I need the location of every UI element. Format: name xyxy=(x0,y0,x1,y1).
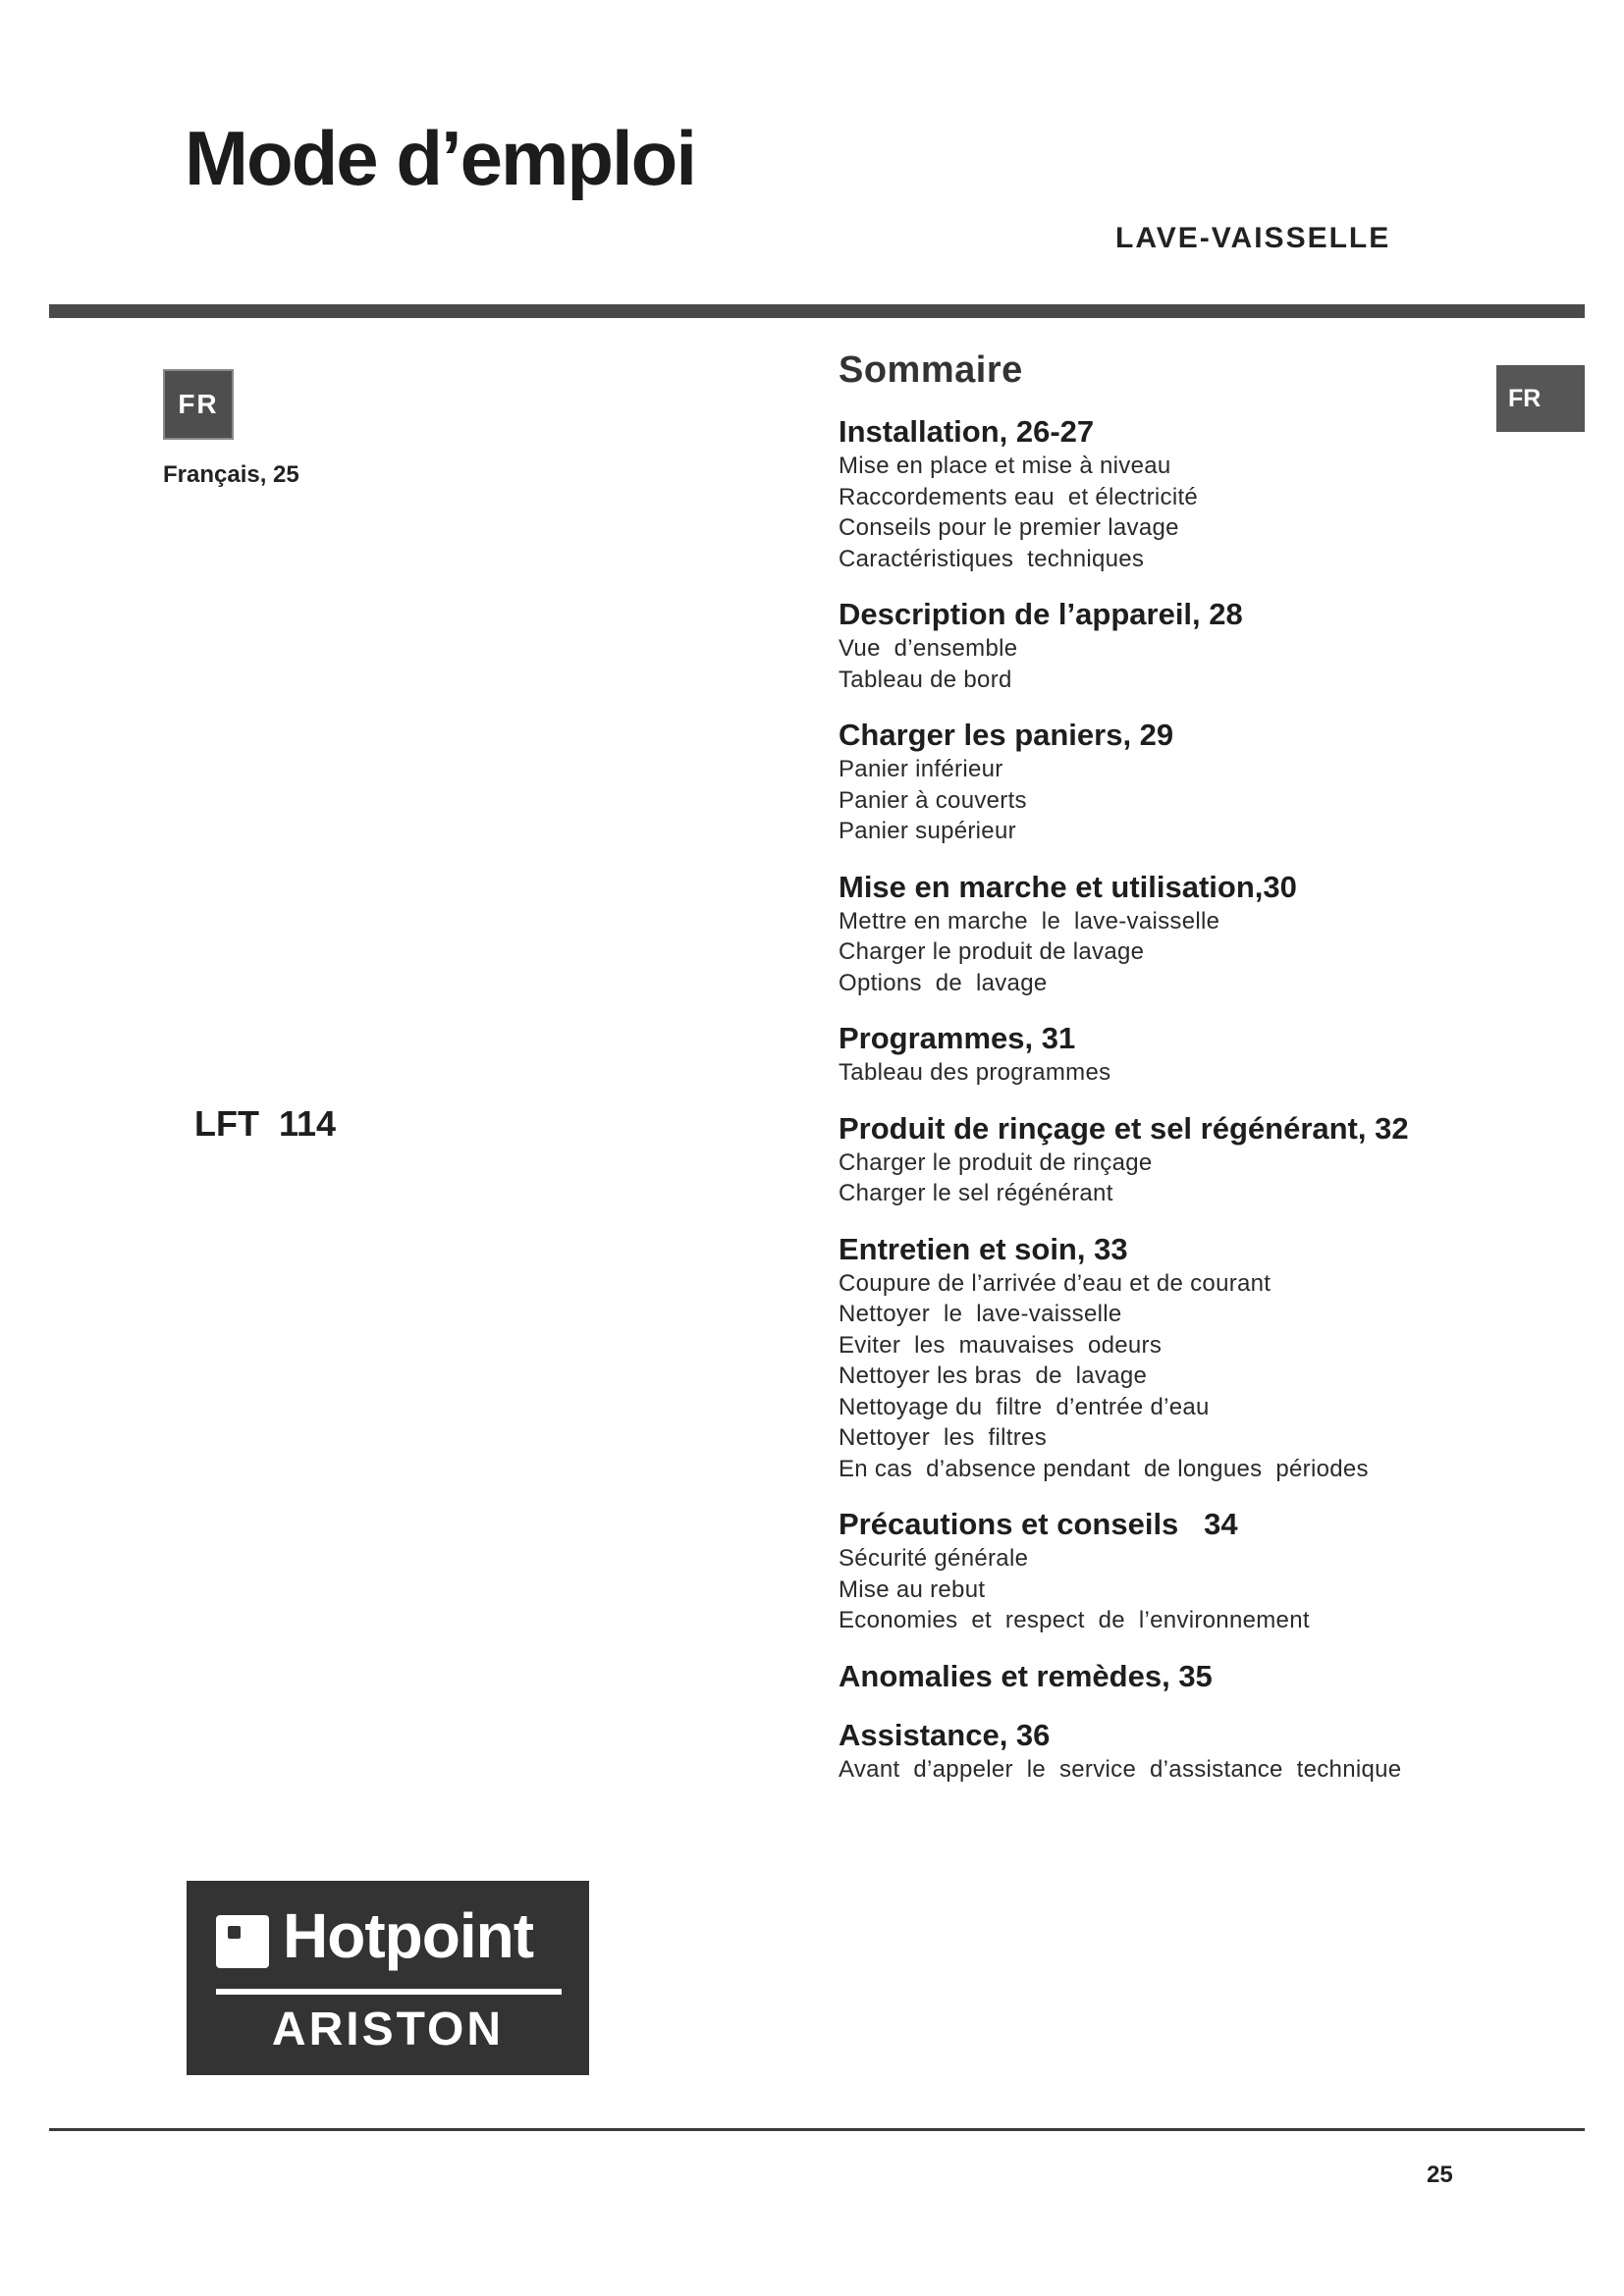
language-page-ref: Français, 25 xyxy=(163,461,299,488)
logo-brand-bottom: ARISTON xyxy=(271,2003,505,2056)
table-of-contents xyxy=(839,349,1516,1806)
logo-divider xyxy=(216,1989,562,1995)
toc-item: Charger le produit de lavage xyxy=(839,938,1145,965)
toc-item: Caractéristiques techniques xyxy=(839,545,1145,572)
toc-section-heading: Programmes, 31 xyxy=(839,1021,1076,1055)
toc-section xyxy=(839,1231,1516,1485)
product-type: LAVE-VAISSELLE xyxy=(1115,222,1391,254)
toc-section xyxy=(839,1506,1516,1636)
top-divider xyxy=(49,304,1585,318)
toc-item: Options de lavage xyxy=(839,969,1048,996)
toc-section-heading: Anomalies et remèdes, 35 xyxy=(839,1658,1213,1693)
toc-item: Sécurité générale xyxy=(839,1545,1029,1572)
toc-item: Panier inférieur xyxy=(839,756,1003,782)
toc-item: Panier à couverts xyxy=(839,786,1027,814)
toc-section-heading: Charger les paniers, 29 xyxy=(839,718,1174,752)
page-title: Mode d’emploi xyxy=(185,115,695,201)
brand-logo xyxy=(187,1881,589,2075)
toc-section-heading: Entretien et soin, 33 xyxy=(839,1231,1128,1266)
toc-item: Charger le produit de rinçage xyxy=(839,1148,1153,1176)
toc-sections xyxy=(839,413,1516,1785)
language-tab: FR xyxy=(1496,365,1585,432)
toc-item: Economies et respect de l’environnement xyxy=(839,1607,1310,1633)
toc-item: Nettoyer les bras de lavage xyxy=(839,1362,1148,1389)
page-number: 25 xyxy=(1427,2162,1453,2188)
toc-item: Vue d’ensemble xyxy=(839,635,1018,662)
toc-item: Mise au rebut xyxy=(839,1575,986,1603)
toc-item: Coupure de l’arrivée d’eau et de courant xyxy=(839,1269,1272,1297)
toc-section xyxy=(839,1658,1516,1695)
toc-section-heading: Installation, 26-27 xyxy=(839,414,1095,449)
toc-section-heading: Précautions et conseils 34 xyxy=(839,1507,1238,1541)
model-number: LFT 114 xyxy=(194,1103,337,1144)
toc-item: Nettoyer le lave-vaisselle xyxy=(839,1301,1122,1327)
toc-item: Raccordements eau et électricité xyxy=(839,483,1199,510)
toc-item: Nettoyer les filtres xyxy=(839,1424,1047,1451)
toc-section-heading: Description de l’appareil, 28 xyxy=(839,597,1243,631)
toc-item: Nettoyage du filtre d’entrée d’eau xyxy=(839,1393,1210,1420)
bottom-divider xyxy=(49,2128,1585,2131)
logo-square-icon xyxy=(216,1915,269,1968)
toc-section xyxy=(839,869,1516,999)
toc-section-heading: Produit de rinçage et sel régénérant, 32 xyxy=(839,1110,1409,1146)
toc-item: En cas d’absence pendant de longues périodes xyxy=(839,1455,1369,1482)
toc-title: Sommaire xyxy=(839,349,1023,391)
toc-section xyxy=(839,717,1516,847)
language-badge: FR xyxy=(163,369,234,440)
toc-section-heading: Mise en marche et utilisation,30 xyxy=(839,869,1297,904)
logo-brand-top: Hotpoint xyxy=(283,1900,533,1971)
toc-item: Tableau de bord xyxy=(839,666,1012,693)
toc-section xyxy=(839,413,1516,574)
toc-item: Avant d’appeler le service d’assistance technique xyxy=(839,1755,1402,1783)
toc-item: Eviter les mauvaises odeurs xyxy=(839,1331,1163,1359)
toc-section xyxy=(839,1717,1516,1786)
toc-item: Tableau des programmes xyxy=(839,1059,1111,1086)
toc-item: Conseils pour le premier lavage xyxy=(839,514,1179,541)
toc-item: Charger le sel régénérant xyxy=(839,1180,1113,1206)
toc-item: Mise en place et mise à niveau xyxy=(839,453,1171,479)
toc-section xyxy=(839,1020,1516,1089)
toc-item: Mettre en marche le lave-vaisselle xyxy=(839,907,1220,934)
toc-section xyxy=(839,596,1516,695)
toc-section-heading: Assistance, 36 xyxy=(839,1717,1051,1752)
toc-section xyxy=(839,1110,1516,1209)
toc-item: Panier supérieur xyxy=(839,818,1016,844)
